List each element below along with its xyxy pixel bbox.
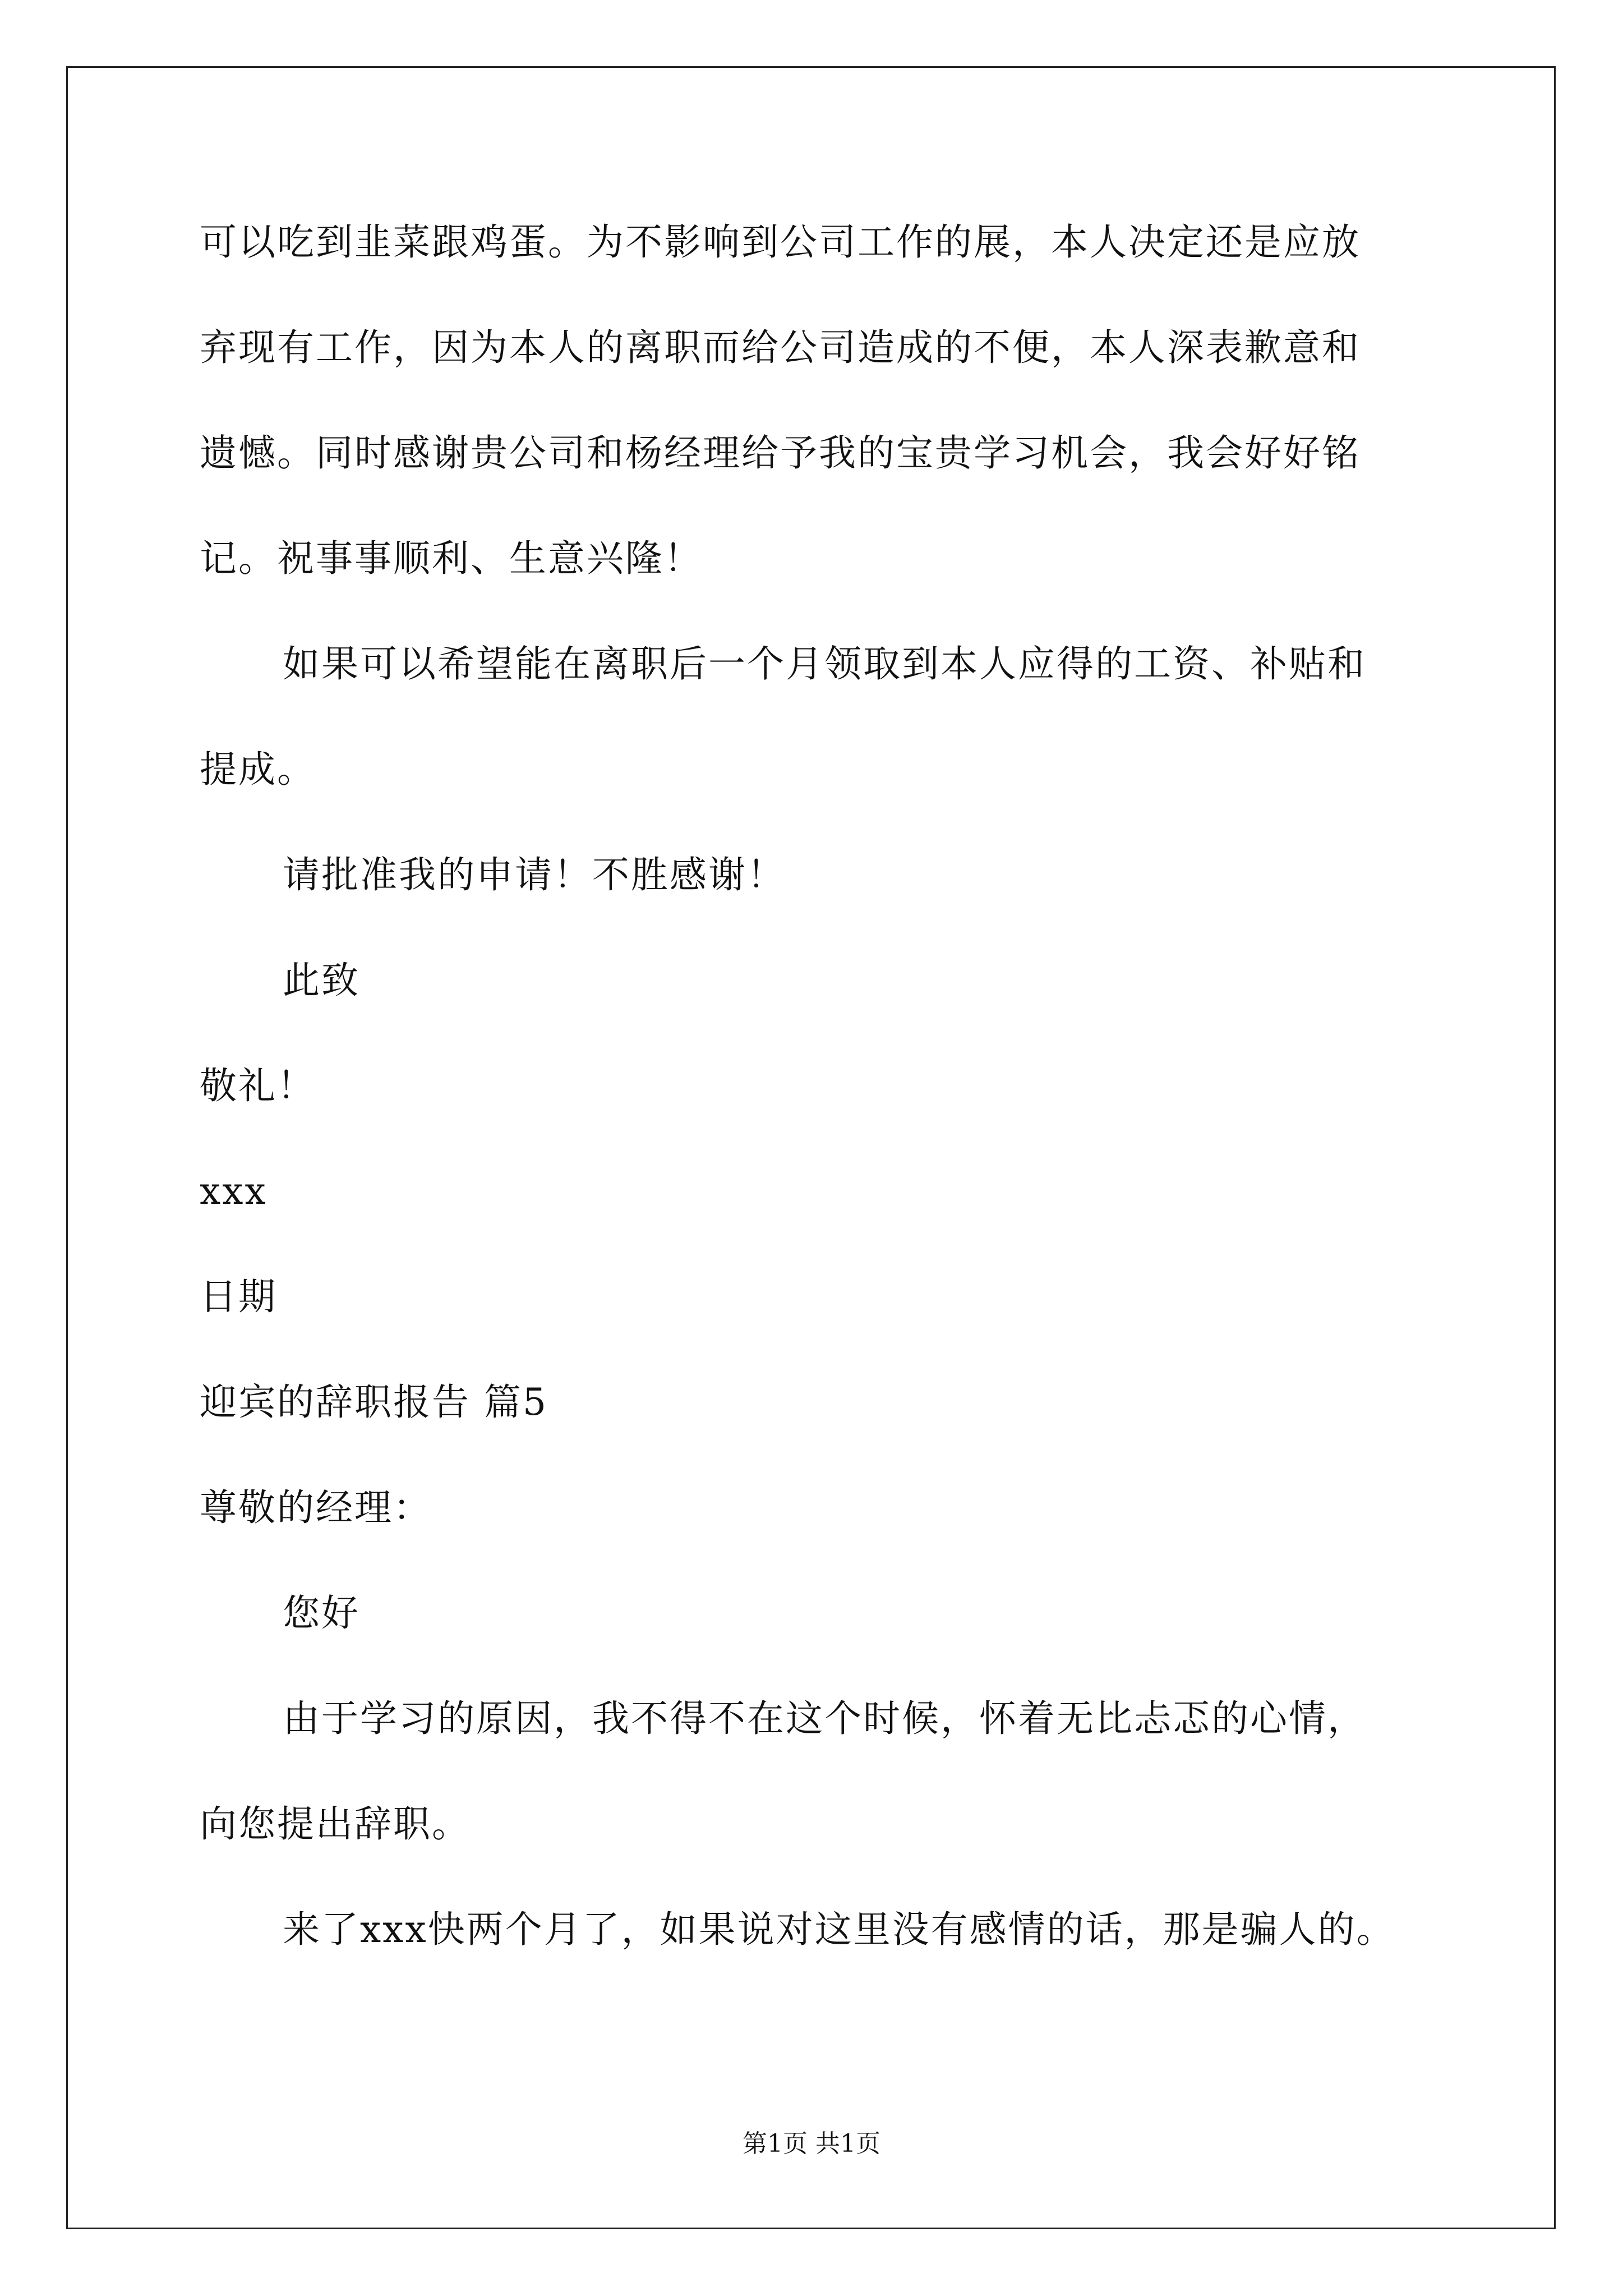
text-line: 提成。 [200,748,316,791]
salutation: 尊敬的经理： [200,1486,432,1529]
text-line: 请批准我的申请！不胜感谢！ [283,853,786,896]
text-line: 如果可以希望能在离职后一个月领取到本人应得的工资、补贴和 [283,642,1366,685]
text-line: 遗憾。同时感谢贵公司和杨经理给予我的宝贵学习机会，我会好好铭 [200,431,1361,475]
text-line: 向您提出辞职。 [200,1802,471,1846]
page-footer: 第1页 共1页 [743,2129,880,2158]
text-line: 您好 [283,1591,360,1635]
text-line: 日期 [200,1275,277,1318]
text-line: 弃现有工作，因为本人的离职而给公司造成的不便，本人深表歉意和 [200,326,1361,369]
text-line: 由于学习的原因，我不得不在这个时候，怀着无比忐忑的心情， [283,1697,1366,1740]
text-line: 敬礼！ [200,1064,316,1107]
section-heading: 迎宾的辞职报告 篇5 [200,1381,548,1424]
text-line: 可以吃到韭菜跟鸡蛋。为不影响到公司工作的展，本人决定还是应放 [200,220,1361,264]
text-line: 此致 [283,959,360,1002]
text-line: 来了xxx快两个月了，如果说对这里没有感情的话，那是骗人的。 [283,1908,1395,1951]
text-line: xxx [200,1170,268,1213]
page-border [66,66,1556,2229]
text-line: 记。祝事事顺利、生意兴隆！ [200,537,703,580]
